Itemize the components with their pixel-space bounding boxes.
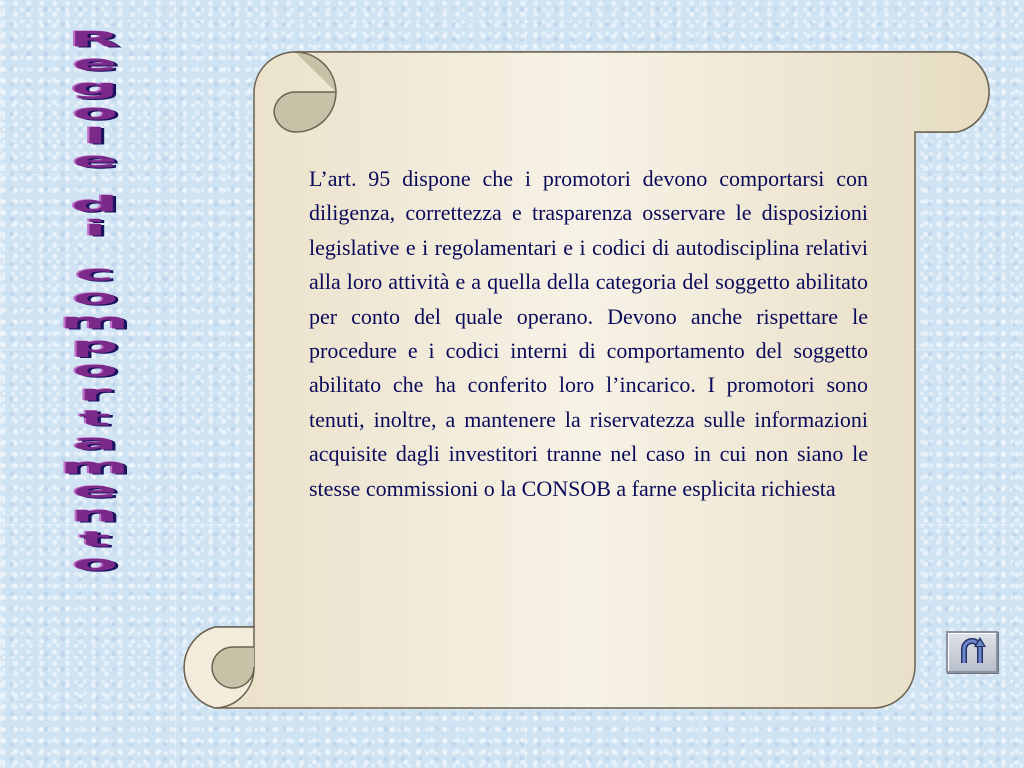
title-letter: a	[72, 429, 118, 456]
back-button[interactable]	[946, 631, 998, 673]
title-letter: o	[72, 357, 118, 383]
title-letter: R	[69, 27, 121, 53]
title-letter: e	[72, 478, 118, 504]
title-letter: i	[83, 216, 107, 242]
title-letter: o	[72, 550, 118, 577]
title-letter: l	[83, 123, 107, 150]
title-letter: m	[60, 308, 130, 335]
scroll-bottom-curl-inner	[212, 647, 254, 688]
title-letter: e	[72, 148, 118, 174]
scroll-body-text: L’art. 95 dispone che i promotori devono comportarsi con diligenza, correttezza e trasparenza osservare le disposizioni legislative e i regolamentari e i codici di autodisciplina relativi alla loro attività e a quella della categoria del soggetto abilitato per conto del quale operano. Devono anche rispettare le procedure e i codici interni di comportamento del soggetto abilitato che ha conferito loro l’incarico. I promotori sono tenuti, inoltre, a mantenere la riservatezza sulle informazioni acquisite dagli investitori tranne nel caso in cui non siano le stesse commissioni o la CONSOB a farne esplicita richiesta	[309, 166, 868, 501]
title-letter: p	[71, 333, 119, 359]
title-letter: o	[72, 99, 118, 125]
title-letter: c	[75, 260, 115, 286]
title-letter: o	[72, 284, 118, 310]
title-letter: m	[60, 454, 130, 480]
title-letter: t	[79, 526, 111, 552]
title-letter: g	[71, 75, 119, 101]
title-letter: n	[71, 502, 119, 528]
title-letter: t	[79, 405, 111, 431]
u-turn-return-icon	[948, 633, 996, 671]
title-letter: d	[71, 192, 119, 218]
title-letter: e	[72, 51, 118, 77]
title-letter: r	[78, 381, 112, 407]
